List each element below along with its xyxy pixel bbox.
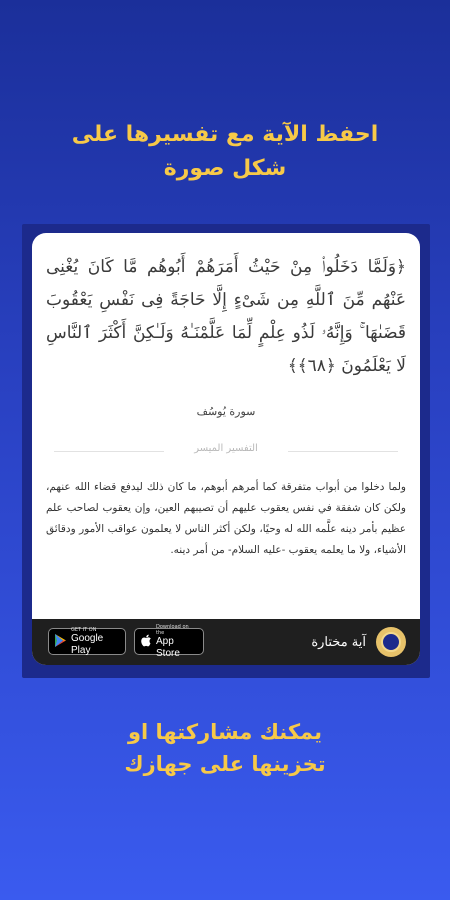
card-footer	[32, 619, 420, 665]
tafsir-label: التفسير الميسر	[194, 443, 258, 454]
app-logo-icon	[376, 627, 406, 657]
promo-headline-bottom	[0, 716, 450, 780]
tafsir-header	[54, 443, 398, 459]
promo-headline-top	[0, 118, 450, 186]
apple-icon	[141, 632, 152, 651]
brand-name: آية مختارة	[311, 634, 366, 650]
google-play-icon	[55, 632, 67, 651]
app-store-badge[interactable]	[134, 623, 204, 659]
promo-headline-top-line2: شكل صورة	[163, 156, 287, 181]
ayah-text: ﴿وَلَمَّا دَخَلُوا۟ مِنْ حَيْثُ أَمَرَهُمْ أَبُوهُم مَّا كَانَ يُغْنِى عَنْهُم مِّنَ ٱللَّهِ مِن شَىْءٍ إِلَّا حَاجَةً فِى نَفْسِ يَعْقُوبَ قَضَىٰهَا ۚ وَإِنَّهُۥ لَذُو عِلْمٍ لِّمَا عَلَّمْنَـٰهُ وَلَـٰكِنَّ أَكْثَرَ ٱلنَّاسِ لَا يَعْلَمُونَ ﴿٦٨﴾﴾	[46, 257, 406, 376]
surah-name: سورة يُوسُف	[196, 405, 256, 418]
google-play-small-text: GET IT ON	[71, 626, 97, 633]
tafsir-text: ولما دخلوا من أبواب متفرقة كما أمرهم أبوهم، ما كان ذلك ليدفع قضاء الله عنهم، ولكن كان شفقة في نفس يعقوب عليهم أن تصيبهم العين، وإن يعقوب لصاحب علم عظيم بأمر دينه علَّمه الله له وحيًا، ولكن أكثر الناس لا يعلمون عواقب الأمور ودقائق الأشياء، ولا ما يعلمه يعقوب -عليه السلام- من أمر دينه.	[46, 481, 406, 556]
promo-headline-top-line1: احفظ الآية مع تفسيرها على	[71, 122, 379, 147]
promo-headline-bottom-line2: تخزينها على جهازك	[124, 752, 326, 776]
promo-headline-bottom-line1: يمكنك مشاركتها او	[127, 720, 323, 744]
ayah-image-card	[32, 233, 420, 665]
google-play-badge[interactable]	[48, 628, 126, 655]
app-store-label: App Store	[156, 635, 180, 659]
google-play-label: Google Play	[71, 632, 104, 656]
brand	[311, 627, 406, 657]
app-store-small-text: Download on the	[156, 623, 189, 636]
